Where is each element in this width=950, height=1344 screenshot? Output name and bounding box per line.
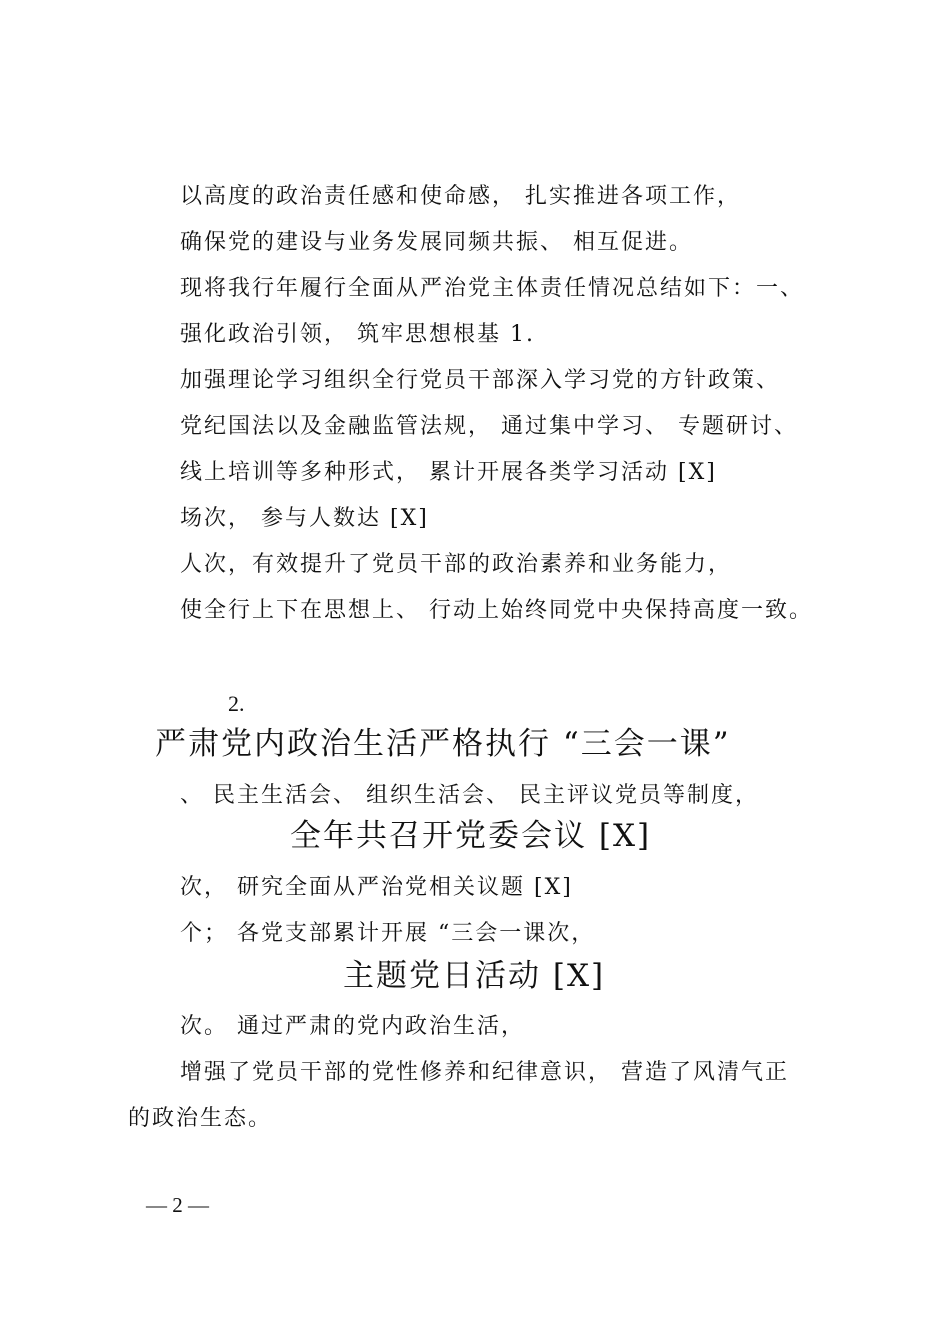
text-line: 以高度的政治责任感和使命感， 扎实推进各项工作， [180,184,741,209]
text-line: 现将我行年履行全面从严治党主体责任情况总结如下：一、 [180,276,805,301]
text-line: 党纪国法以及金融监管法规， 通过集中学习、 专题研讨、 [180,414,798,439]
text-line: 加强理论学习组织全行党员干部深入学习党的方针政策、 [180,368,781,393]
text-line: 线上培训等多种形式， 累计开展各类学习活动 [X] [180,460,717,485]
text-line: 场次， 参与人数达 [X] [180,506,429,531]
text-line: 使全行上下在思想上、 行动上始终同党中央保持高度一致。 [180,598,813,623]
text-line: 确保党的建设与业务发展同频共振、 相互促进。 [180,230,693,255]
section-number: 2. [228,691,245,716]
text-line: 增强了党员干部的党性修养和纪律意识， 营造了风清气正 [180,1060,789,1085]
text-line: 的政治生态。 [128,1106,273,1131]
section-heading: 严肃党内政治生活严格执行 “三会一课” [155,726,731,762]
text-line-large: 全年共召开党委会议 [X] [290,818,652,854]
page-number: — 2 — [146,1193,209,1217]
text-line: 次， 研究全面从严治党相关议题 [X] [180,875,573,900]
text-line: 次。 通过严肃的党内政治生活， [180,1014,525,1039]
text-line: 强化政治引领， 筑牢思想根基 1. [180,322,535,347]
text-line: 个； 各党支部累计开展 “三会一课次， [180,921,596,946]
text-line: 、 民主生活会、 组织生活会、 民主评议党员等制度， [180,783,759,808]
text-line-large: 主题党日活动 [X] [343,958,606,994]
text-line: 人次，有效提升了党员干部的政治素养和业务能力， [180,552,733,577]
